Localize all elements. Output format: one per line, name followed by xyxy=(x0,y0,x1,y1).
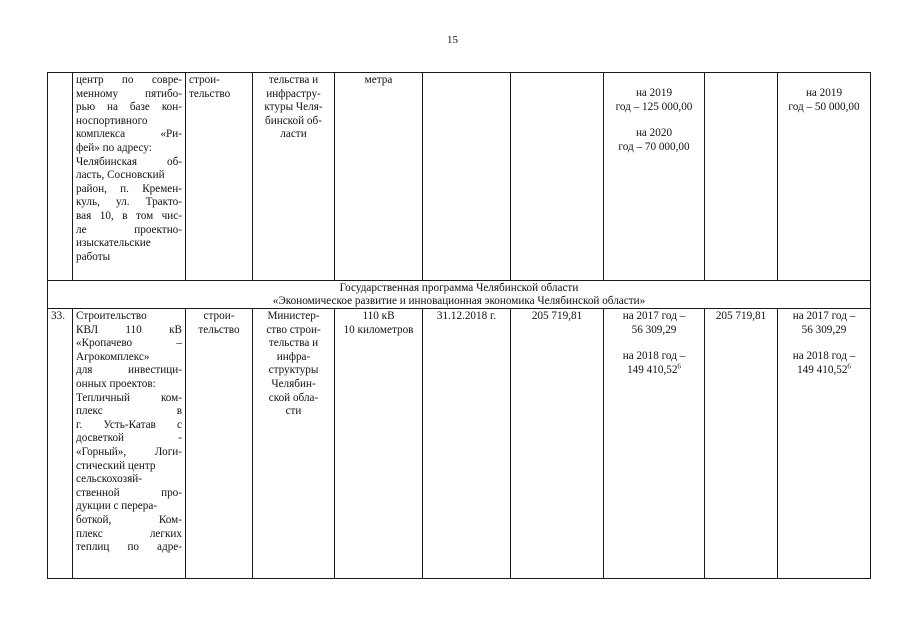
cell-cost xyxy=(511,73,604,281)
cell-capacity: метра xyxy=(335,73,423,281)
cell-work-type: строи- тельство xyxy=(186,309,253,579)
cell-number: 33. xyxy=(48,309,73,579)
cell-cost-2 xyxy=(705,73,778,281)
cell-date xyxy=(423,73,511,281)
cell-funding-b: на 2019 год – 50 000,00 xyxy=(778,73,871,281)
document-table xyxy=(47,72,871,579)
cell-cost: 205 719,81 xyxy=(511,309,604,579)
table-row-continued xyxy=(48,73,871,281)
cell-funding-b: на 2017 год – 56 309,29 на 2018 год – 149 410,52$^6$ xyxy=(778,309,871,579)
footnote-marker: 6 xyxy=(677,362,681,371)
table-row-33 xyxy=(48,309,871,579)
cell-capacity: 110 кВ 10 километров xyxy=(335,309,423,579)
cell-ministry: тельства и инфрастру- ктуры Челя- бинской об- ласти xyxy=(253,73,335,281)
cell-date: 31.12.2018 г. xyxy=(423,309,511,579)
cell-object-name: центр по совре- менному пятибо- рью на базе кон- носпортивного комплекса «Ри- фей» по адресу: Челябинская об- ласть, Сосновский район, п. Кремен- куль, ул. Тракто- вая 10, в том чис- ле проектно- изыскательские работы xyxy=(73,73,186,281)
cell-funding-a: на 2017 год – 56 309,29 на 2018 год – 149 410,52$^6$ xyxy=(604,309,705,579)
cell-ministry: Министер- ство строи- тельства и инфра- структуры Челябин- ской обла- сти xyxy=(253,309,335,579)
cell-number xyxy=(48,73,73,281)
cell-work-type: строи- тельство xyxy=(186,73,253,281)
cell-object-name: Строительство КВЛ 110 кВ «Кропачево – Агрокомплекс» для инвестици- онных проектов: Тепличный ком- плекс в г. Усть-Катав с досветкой - «Горный», Логи- стический центр сельскохозяй- ственной про- дукции с перера- боткой, Ком- плекс легких теплиц по адре- xyxy=(73,309,186,579)
page-number: 15 xyxy=(447,34,458,46)
section-title: Государственная программа Челябинской области «Экономическое развитие и инновационная экономика Челябинской области» xyxy=(48,281,871,309)
cell-funding-a: на 2019 год – 125 000,00 на 2020 год – 70 000,00 xyxy=(604,73,705,281)
cell-cost-2: 205 719,81 xyxy=(705,309,778,579)
section-row xyxy=(48,281,871,309)
footnote-marker: 6 xyxy=(847,362,851,371)
